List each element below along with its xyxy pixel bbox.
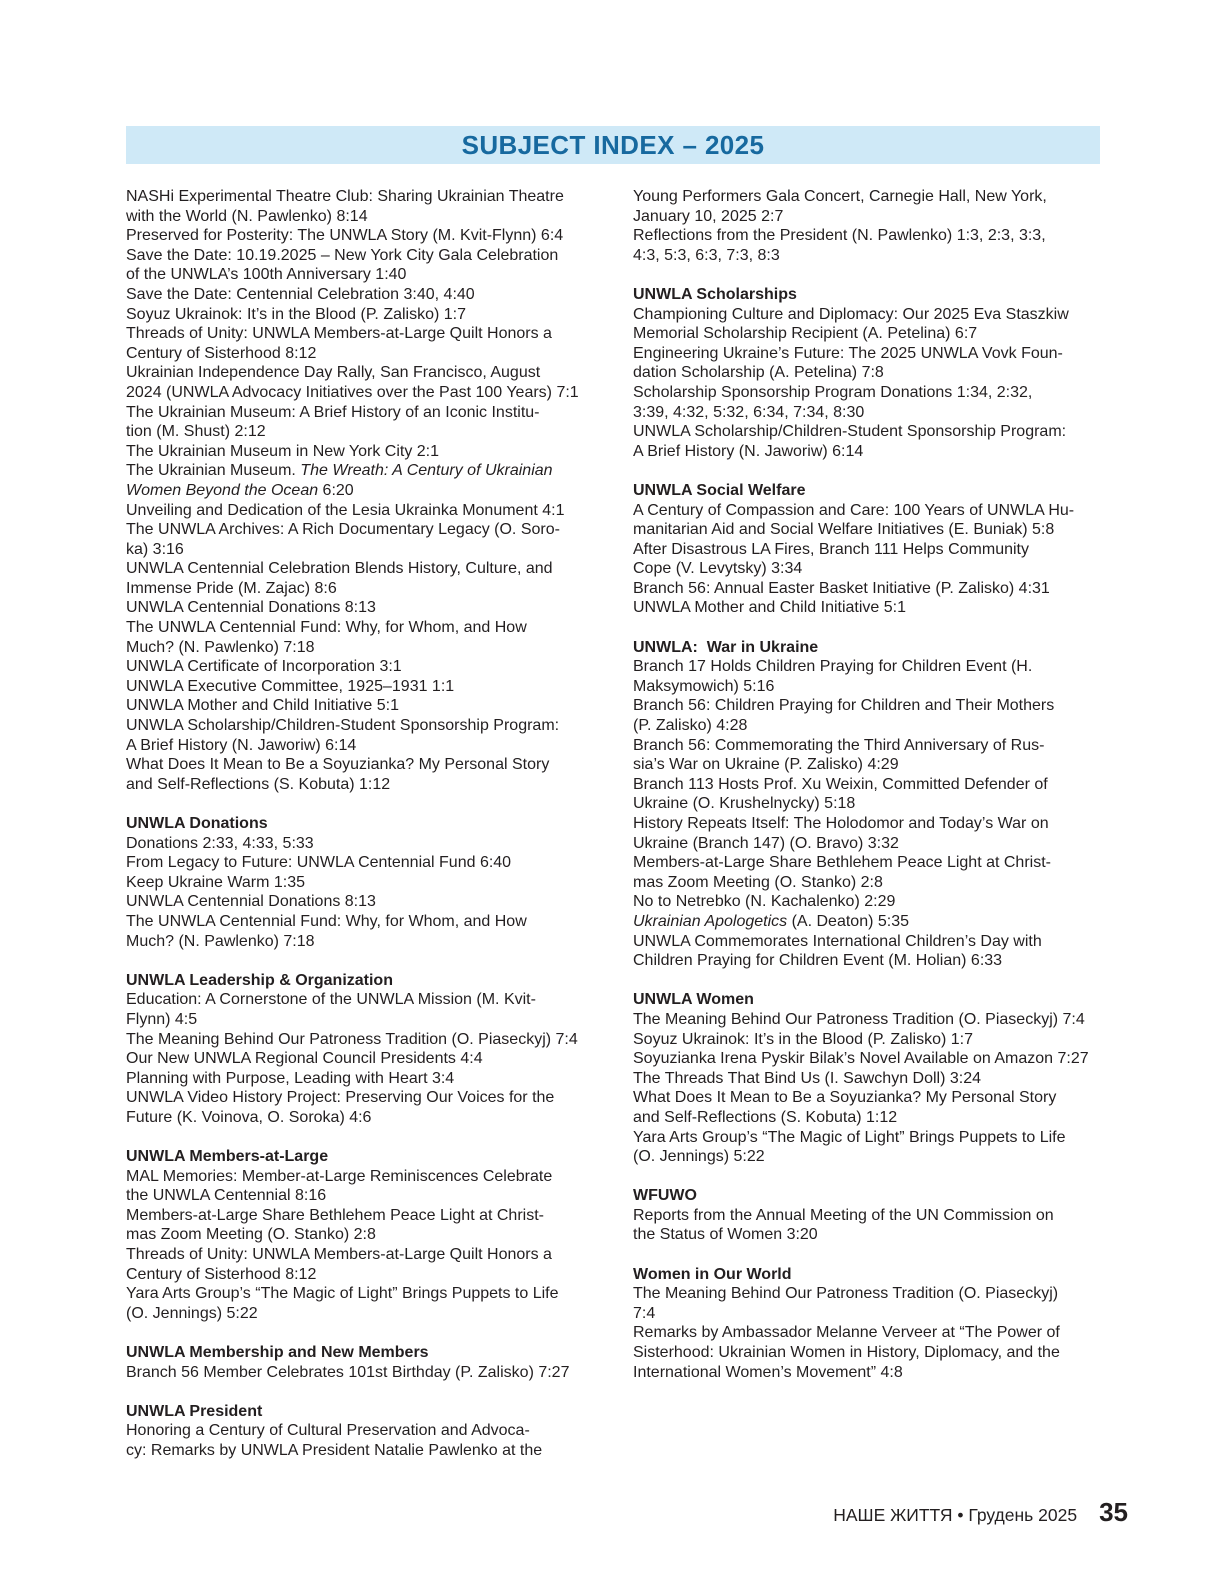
- index-entry-line: Scholarship Sponsorship Program Donations 1:34, 2:32,: [633, 383, 1033, 401]
- index-entry-line: UNWLA Certificate of Incorporation 3:1: [126, 658, 402, 676]
- index-entry-line: of the UNWLA’s 100th Anniversary 1:40: [126, 266, 407, 284]
- index-entry-line: Soyuzianka Irena Pyskir Bilak’s Novel Available on Amazon 7:27: [633, 1050, 1089, 1068]
- index-entry-line: Women Beyond the Ocean 6:20: [126, 481, 354, 499]
- index-entry-line: The UNWLA Centennial Fund: Why, for Whom, and How: [126, 619, 527, 637]
- index-entry-line: Reflections from the President (N. Pawlenko) 1:3, 2:3, 3:3,: [633, 227, 1046, 245]
- index-entry-line: Planning with Purpose, Leading with Heart 3:4: [126, 1069, 455, 1087]
- index-entry-line: UNWLA Centennial Celebration Blends History, Culture, and: [126, 560, 553, 578]
- index-section: [633, 1265, 1085, 1383]
- index-entry-line: Flynn) 4:5: [126, 1010, 198, 1028]
- index-entry-line: dation Scholarship (A. Petelina) 7:8: [633, 364, 884, 382]
- index-entry-line: 3:39, 4:32, 5:32, 6:34, 7:34, 8:30: [633, 403, 865, 421]
- index-entry-line: with the World (N. Pawlenko) 8:14: [126, 207, 368, 225]
- index-section: [126, 1402, 578, 1461]
- index-entry-line: From Legacy to Future: UNWLA Centennial Fund 6:40: [126, 854, 512, 872]
- index-entry-line: Our New UNWLA Regional Council Presidents 4:4: [126, 1050, 483, 1068]
- index-entry-line: Much? (N. Pawlenko) 7:18: [126, 638, 315, 656]
- index-entry-line: What Does It Mean to Be a Soyuzianka? My Personal Story: [633, 1089, 1057, 1107]
- index-entry-line: Donations 2:33, 4:33, 5:33: [126, 834, 314, 852]
- index-entry-line: Branch 113 Hosts Prof. Xu Weixin, Committed Defender of: [633, 775, 1048, 793]
- index-entry-line: (O. Jennings) 5:22: [126, 1304, 258, 1322]
- page-title: SUBJECT INDEX – 2025: [461, 129, 765, 160]
- section-heading: UNWLA Membership and New Members: [126, 1344, 429, 1362]
- index-section: [633, 187, 1085, 265]
- index-entry-line: January 10, 2025 2:7: [633, 207, 784, 225]
- index-entry-line: 7:4: [633, 1304, 656, 1322]
- index-entry-line: Unveiling and Dedication of the Lesia Ukrainka Monument 4:1: [126, 501, 565, 519]
- index-entry-line: Save the Date: Centennial Celebration 3:40, 4:40: [126, 285, 475, 303]
- index-entry-line: Members-at-Large Share Bethlehem Peace Light at Christ-: [633, 854, 1051, 872]
- index-entry-line: Immense Pride (M. Zajac) 8:6: [126, 579, 337, 597]
- index-entry-line: Ukrainian Independence Day Rally, San Francisco, August: [126, 364, 541, 382]
- index-entry-line: 2024 (UNWLA Advocacy Initiatives over the Past 100 Years) 7:1: [126, 383, 579, 401]
- index-entry-line: Branch 56: Annual Easter Basket Initiative (P. Zalisko) 4:31: [633, 579, 1050, 597]
- index-entry-line: Engineering Ukraine’s Future: The 2025 UNWLA Vovk Foun-: [633, 344, 1063, 362]
- index-section: [126, 971, 578, 1128]
- index-entry-line: mas Zoom Meeting (O. Stanko) 2:8: [126, 1226, 376, 1244]
- index-entry-line: UNWLA Centennial Donations 8:13: [126, 893, 376, 911]
- index-entry-line: Branch 56: Children Praying for Children and Their Mothers: [633, 697, 1055, 715]
- index-entry-line: A Century of Compassion and Care: 100 Years of UNWLA Hu-: [633, 501, 1075, 519]
- index-section: [633, 285, 1085, 461]
- section-heading: UNWLA Donations: [126, 815, 268, 832]
- index-entry-line: Preserved for Posterity: The UNWLA Story (M. Kvit-Flynn) 6:4: [126, 227, 564, 245]
- index-entry-line: Branch 56 Member Celebrates 101st Birthday (P. Zalisko) 7:27: [126, 1363, 570, 1381]
- index-entry-line: cy: Remarks by UNWLA President Natalie Pawlenko at the: [126, 1442, 543, 1459]
- index-entry-line: History Repeats Itself: The Holodomor and Today’s War on: [633, 815, 1049, 832]
- index-entry-line: The Meaning Behind Our Patroness Tradition (O. Piaseckyj): [633, 1285, 1059, 1303]
- index-entry-line: Yara Arts Group’s “The Magic of Light” Brings Puppets to Life: [126, 1285, 559, 1303]
- index-entry-line: Championing Culture and Diplomacy: Our 2025 Eva Staszkiw: [633, 305, 1069, 323]
- index-entry-line: Members-at-Large Share Bethlehem Peace Light at Christ-: [126, 1206, 544, 1224]
- index-entry-line: Education: A Cornerstone of the UNWLA Mission (M. Kvit-: [126, 991, 536, 1009]
- index-entry-line: Remarks by Ambassador Melanne Verveer at “The Power of: [633, 1324, 1060, 1342]
- index-entry-line: No to Netrebko (N. Kachalenko) 2:29: [633, 893, 896, 911]
- index-entry-line: (P. Zalisko) 4:28: [633, 717, 748, 735]
- index-entry-line: ka) 3:16: [126, 540, 184, 558]
- index-entry-line: and Self-Reflections (S. Kobuta) 1:12: [126, 775, 391, 793]
- index-entry-line: Young Performers Gala Concert, Carnegie Hall, New York,: [633, 188, 1047, 205]
- index-entry-line: the UNWLA Centennial 8:16: [126, 1187, 327, 1205]
- index-entry-line: Reports from the Annual Meeting of the UN Commission on: [633, 1206, 1054, 1224]
- index-entry-line: Century of Sisterhood 8:12: [126, 1265, 317, 1283]
- left-column: [126, 187, 578, 1461]
- journal-name-and-issue: НАШЕ ЖИТТЯ • Грудень 2025: [833, 1505, 1078, 1525]
- index-entry-line: Memorial Scholarship Recipient (A. Petelina) 6:7: [633, 325, 978, 343]
- index-entry-line: The Ukrainian Museum in New York City 2:1: [126, 442, 440, 460]
- index-entry-line: Threads of Unity: UNWLA Members-at-Large Quilt Honors a: [126, 325, 552, 343]
- index-entry-line: Much? (N. Pawlenko) 7:18: [126, 932, 315, 950]
- index-entry-line: The Meaning Behind Our Patroness Tradition (O. Piaseckyj) 7:4: [126, 1030, 578, 1048]
- section-heading: UNWLA Scholarships: [633, 285, 797, 303]
- index-entry-line: Cope (V. Levytsky) 3:34: [633, 560, 803, 578]
- index-section: [633, 990, 1089, 1166]
- index-entry-line: Soyuz Ukrainok: It’s in the Blood (P. Zalisko) 1:7: [633, 1030, 974, 1048]
- index-entry-line: Keep Ukraine Warm 1:35: [126, 873, 306, 891]
- index-entry-line: NASHi Experimental Theatre Club: Sharing Ukrainian Theatre: [126, 188, 564, 205]
- index-entry-line: Century of Sisterhood 8:12: [126, 344, 317, 362]
- index-entry-line: Soyuz Ukrainok: It’s in the Blood (P. Zalisko) 1:7: [126, 305, 467, 323]
- index-entry-line: Branch 17 Holds Children Praying for Children Event (H.: [633, 658, 1033, 676]
- index-entry-line: 4:3, 5:3, 6:3, 7:3, 8:3: [633, 246, 780, 264]
- index-entry-line: Maksymowich) 5:16: [633, 677, 775, 695]
- index-entry-line: UNWLA Mother and Child Initiative 5:1: [126, 697, 400, 715]
- index-entry-line: mas Zoom Meeting (O. Stanko) 2:8: [633, 873, 883, 891]
- index-section: [633, 1186, 1085, 1245]
- index-entry-line: UNWLA Executive Committee, 1925–1931 1:1: [126, 677, 455, 695]
- section-heading: Women in Our World: [633, 1265, 792, 1283]
- index-entry-line: The Ukrainian Museum: A Brief History of an Iconic Institu-: [126, 403, 540, 421]
- index-entry-line: UNWLA Mother and Child Initiative 5:1: [633, 599, 907, 617]
- index-entry-line: The UNWLA Centennial Fund: Why, for Whom, and How: [126, 912, 527, 930]
- index-entry-line: manitarian Aid and Social Welfare Initiatives (E. Buniak) 5:8: [633, 521, 1055, 539]
- index-entry-line: (O. Jennings) 5:22: [633, 1148, 765, 1166]
- index-columns: [126, 187, 1166, 1461]
- index-entry-line: Yara Arts Group’s “The Magic of Light” Brings Puppets to Life: [633, 1128, 1066, 1146]
- index-entry-line: Ukraine (Branch 147) (O. Bravo) 3:32: [633, 834, 899, 852]
- index-entry-line: The UNWLA Archives: A Rich Documentary Legacy (O. Soro-: [126, 521, 560, 539]
- index-entry-line: The Threads That Bind Us (I. Sawchyn Doll) 3:24: [633, 1069, 982, 1087]
- index-entry-line: UNWLA Video History Project: Preserving Our Voices for the: [126, 1089, 555, 1107]
- index-entry-line: Future (K. Voinova, O. Soroka) 4:6: [126, 1108, 372, 1126]
- section-heading: UNWLA Women: [633, 991, 754, 1009]
- index-entry-line: Children Praying for Children Event (M. Holian) 6:33: [633, 952, 1003, 970]
- index-entry-line: International Women’s Movement” 4:8: [633, 1363, 903, 1381]
- index-section: [126, 1343, 578, 1382]
- section-heading: UNWLA President: [126, 1402, 263, 1420]
- index-entry-line: MAL Memories: Member-at-Large Reminiscences Celebrate: [126, 1167, 553, 1185]
- index-entry-line: Threads of Unity: UNWLA Members-at-Large Quilt Honors a: [126, 1246, 552, 1264]
- index-entry-line: and Self-Reflections (S. Kobuta) 1:12: [633, 1108, 898, 1126]
- page-number: 35: [1099, 1497, 1128, 1527]
- index-entry-line: Sisterhood: Ukrainian Women in History, Diplomacy, and the: [633, 1344, 1060, 1362]
- index-entry-line: What Does It Mean to Be a Soyuzianka? My Personal Story: [126, 756, 550, 774]
- index-section: [633, 638, 1085, 971]
- index-entry-line: The Meaning Behind Our Patroness Tradition (O. Piaseckyj) 7:4: [633, 1010, 1085, 1028]
- index-entry-line: the Status of Women 3:20: [633, 1226, 818, 1244]
- index-entry-line: UNWLA Commemorates International Children’s Day with: [633, 932, 1042, 950]
- index-entry-line: A Brief History (N. Jaworiw) 6:14: [633, 442, 864, 460]
- index-entry-line: A Brief History (N. Jaworiw) 6:14: [126, 736, 357, 754]
- index-entry-line: tion (M. Shust) 2:12: [126, 423, 266, 441]
- page-footer: [833, 1497, 1128, 1528]
- subject-index-title-bar: [126, 126, 1100, 164]
- index-entry-line: The Ukrainian Museum. The Wreath: A Century of Ukrainian: [126, 462, 553, 480]
- section-heading: UNWLA Leadership & Organization: [126, 971, 393, 989]
- index-entry-line: UNWLA Centennial Donations 8:13: [126, 599, 376, 617]
- index-entry-line: Ukrainian Apologetics (A. Deaton) 5:35: [633, 912, 909, 930]
- index-section: [633, 481, 1085, 618]
- section-heading: UNWLA Members-at-Large: [126, 1148, 329, 1166]
- index-entry-line: UNWLA Scholarship/Children-Student Sponsorship Program:: [126, 717, 560, 735]
- section-heading: UNWLA: War in Ukraine: [633, 638, 819, 656]
- index-entry-line: sia’s War on Ukraine (P. Zalisko) 4:29: [633, 756, 899, 774]
- right-column: [633, 187, 1089, 1461]
- index-section: [126, 1147, 578, 1323]
- index-entry-line: UNWLA Scholarship/Children-Student Sponsorship Program:: [633, 423, 1067, 441]
- index-entry-line: Honoring a Century of Cultural Preservation and Advoca-: [126, 1422, 530, 1440]
- index-entry-line: Branch 56: Commemorating the Third Anniversary of Rus-: [633, 736, 1045, 754]
- index-section: [126, 187, 578, 794]
- section-heading: UNWLA Social Welfare: [633, 481, 806, 499]
- index-section: [126, 814, 578, 951]
- section-heading: WFUWO: [633, 1187, 697, 1205]
- index-entry-line: After Disastrous LA Fires, Branch 111 Helps Community: [633, 540, 1029, 558]
- index-entry-line: Ukraine (O. Krushelnycky) 5:18: [633, 795, 856, 813]
- index-entry-line: Save the Date: 10.19.2025 – New York City Gala Celebration: [126, 246, 559, 264]
